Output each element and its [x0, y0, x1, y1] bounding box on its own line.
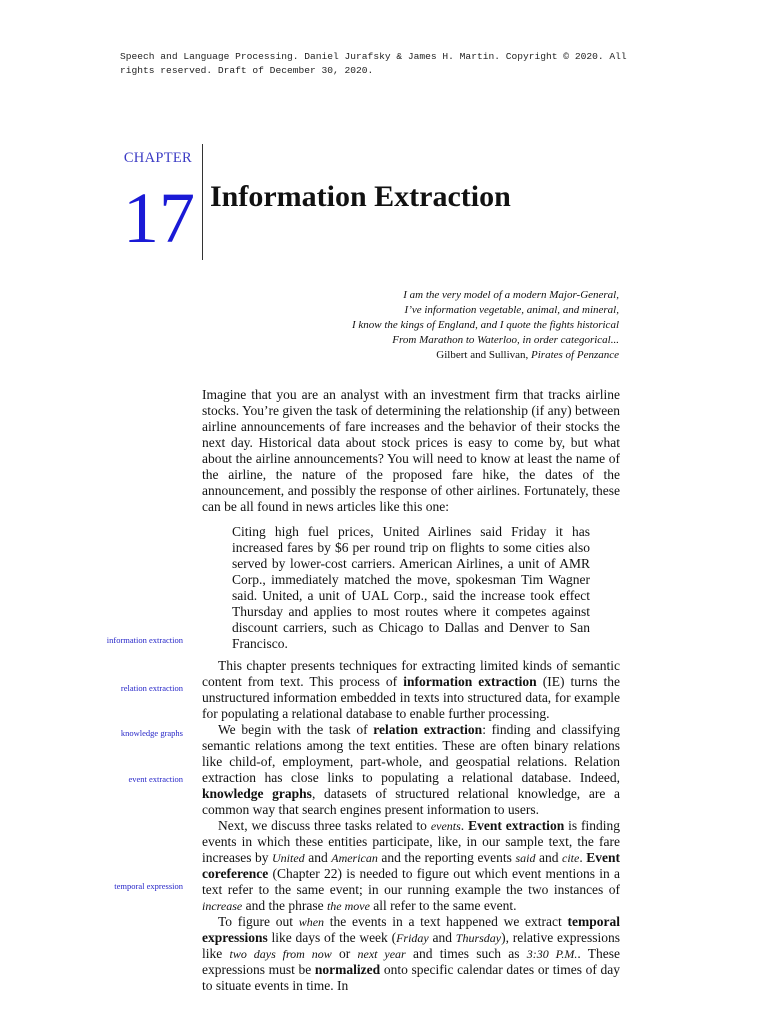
paragraph-relation [202, 722, 620, 818]
text-run: or [331, 946, 358, 961]
term-event-extraction: Event extraction [468, 818, 565, 833]
text-run: and [304, 850, 332, 865]
body-text [202, 387, 620, 994]
term-relation-extraction: relation extraction [373, 722, 483, 737]
epigraph-line: I’ve information vegetable, animal, and mineral, [404, 304, 619, 316]
example-friday: Friday [396, 931, 429, 945]
text-run: , datasets of structured relational knowledge, are a common way that search engines present information to users. [202, 786, 620, 817]
text-run: (IE) turns the unstructured information embedded in texts into structured data, for example for populating a relational database to enable further processing. [202, 674, 620, 721]
example-cite: cite [562, 851, 580, 865]
text-run: is finding events in which these entities participate, like, in our sample text, the fare increases by [202, 818, 620, 865]
paragraph-temporal [202, 914, 620, 994]
text-run: (Chapter 22) is needed to figure out which event mentions in a text refer to the same event; in our running example the two instances of [202, 866, 620, 897]
text-run: and [428, 930, 456, 945]
margin-note-event-extraction: event extraction [128, 774, 183, 784]
margin-note-knowledge-graphs: knowledge graphs [120, 728, 183, 738]
text-run: like days of the week ( [267, 930, 397, 945]
epigraph-line: From Marathon to Waterloo, in order categorical... [392, 334, 619, 346]
text-run: We begin with the task of [218, 722, 374, 737]
chapter-label: CHAPTER [123, 150, 192, 166]
text-run: Next, we discuss three tasks related to [218, 818, 431, 833]
text-run: onto specific calendar dates or times of day to situate events in time. In [202, 962, 620, 993]
example-increase: increase [202, 899, 243, 913]
example-two-days: two days from now [229, 947, 332, 961]
news-quote: Citing high fuel prices, United Airlines said Friday it has increased fares by $6 per round trip on flights to some cities also served by lower-cost carriers. American Airlines, a unit of AMR Corp., immediately matched the move, spokesman Tim Wagner said. United, a unit of UAL Corp., said the increase took effect Thursday and applies to most routes where it competes against discount carriers, such as Chicago to Dallas and Denver to San Francisco. [232, 524, 590, 651]
term-event-coreference: Event coreference [202, 850, 620, 881]
example-next-year: next year [357, 947, 406, 961]
text-run: . [460, 818, 469, 833]
margin-note-information-extraction: information extraction [106, 635, 183, 645]
text-run: and times such as [405, 946, 527, 961]
text-run: and [535, 850, 563, 865]
text-run: and the reporting events [377, 850, 516, 865]
attribution-work: Pirates of Penzance [531, 349, 619, 361]
epigraph-line: I am the very model of a modern Major-General, [403, 289, 619, 301]
example-united: United [272, 851, 305, 865]
example-time: 3:30 P.M. [526, 947, 578, 961]
chapter-title: Information Extraction [210, 180, 511, 213]
text-run: This chapter presents techniques for extracting limited kinds of semantic content from text. This process of [202, 658, 620, 689]
example-american: American [331, 851, 378, 865]
term-information-extraction: information extraction [403, 674, 537, 689]
text-run: : finding and classifying semantic relations among the text entities. These are often binary relations like child-of, employment, part-whole, and geospatial relations. Relation extraction has close links to populating a relational database. Indeed, [202, 722, 620, 785]
intro-paragraph: Imagine that you are an analyst with an investment firm that tracks airline stocks. You’re given the task of determining the relationship (if any) between airline announcements of fare increases and the behavior of their stocks the next day. Historical data about stock prices is easy to come by, but what about the airline announcements? You will need to know at least the name of the airline, the nature of the proposed fare hike, the dates of the announcement, and possibly the response of other airlines. Fortunately, these can be all found in news articles like this one: [202, 387, 620, 514]
margin-note-relation-extraction: relation extraction [120, 683, 183, 693]
text-run: To figure out [218, 914, 299, 929]
paragraph-events [202, 818, 620, 914]
example-said: said [515, 851, 536, 865]
margin-note-temporal-expression: temporal expression [114, 881, 183, 891]
chapter-number: 17 [123, 178, 195, 258]
page-header [120, 50, 640, 78]
text-run: and the phrase [242, 898, 327, 913]
text-run: . [579, 850, 587, 865]
attribution-authors: Gilbert and Sullivan, [436, 349, 532, 361]
text-run: all refer to the same event. [369, 898, 517, 913]
text-run: ), relative expressions like [202, 930, 620, 961]
text-run: the events in a text happened we extract [324, 914, 568, 929]
header-line-2: rights reserved. Draft of December 30, 2020. [120, 65, 374, 76]
term-knowledge-graphs: knowledge graphs [202, 786, 312, 801]
example-the-move: the move [326, 899, 370, 913]
term-normalized: normalized [314, 962, 381, 977]
epigraph-line: I know the kings of England, and I quote the fights historical [351, 319, 619, 331]
paragraph-ie [202, 658, 620, 722]
example-when: when [298, 915, 325, 929]
header-line-1: Speech and Language Processing. Daniel Jurafsky & James H. Martin. Copyright © 2020. All [120, 51, 627, 62]
epigraph-attribution [179, 348, 619, 363]
example-thursday: Thursday [455, 931, 502, 945]
text-run: . These expressions must be [202, 946, 621, 977]
term-temporal-expressions: temporal expressions [202, 914, 620, 945]
chapter-divider [202, 144, 203, 260]
epigraph [179, 288, 619, 363]
example-events: events [430, 819, 461, 833]
